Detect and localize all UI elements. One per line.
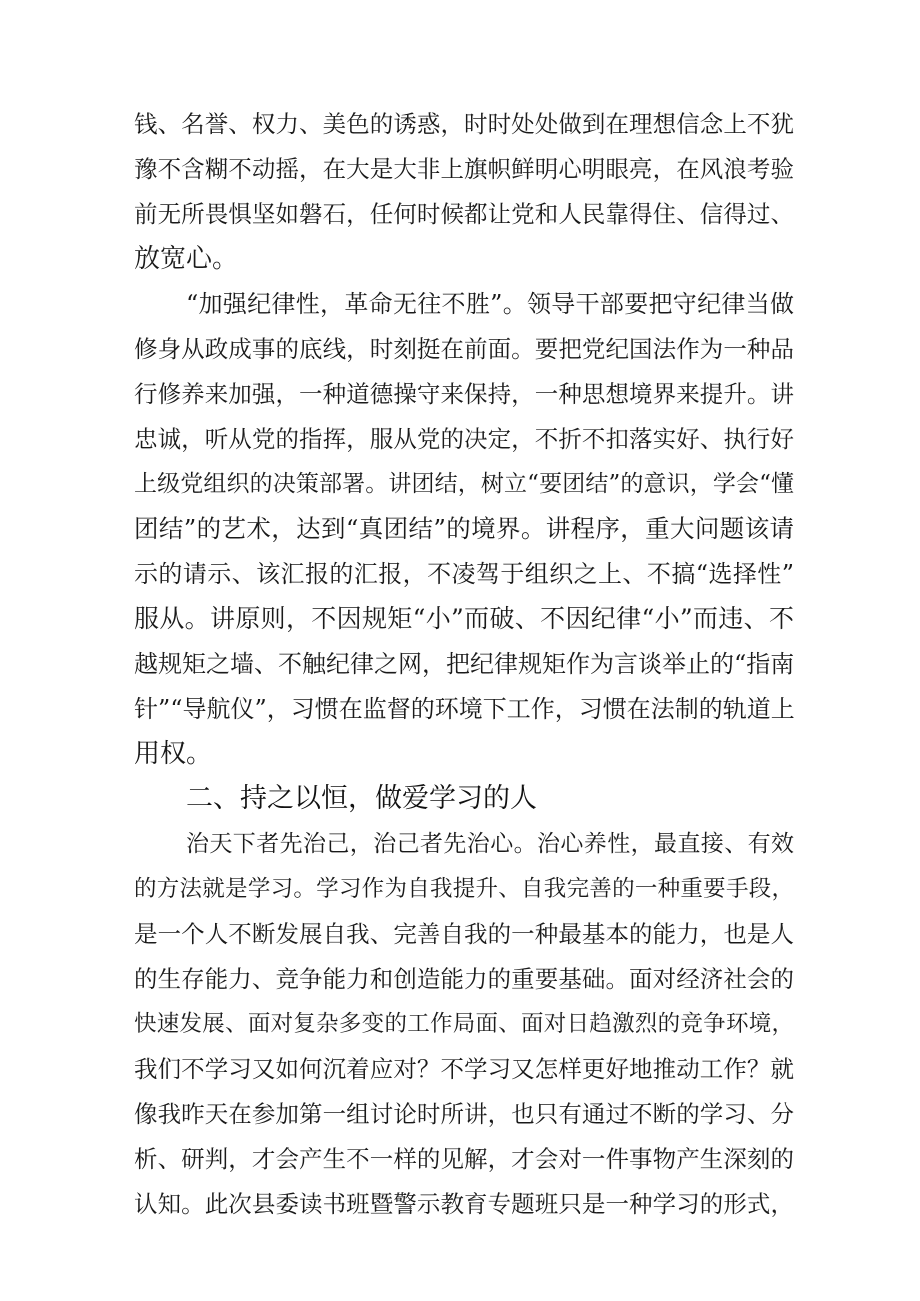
paragraph-2-line-3: 行修养来加强，一种道德操守来保持，一种思想境界来提升。讲: [134, 380, 794, 408]
paragraph-1-line-1: 钱、名誉、权力、美色的诱惑，时时处处做到在理想信念上不犹: [134, 110, 794, 138]
paragraph-2-line-11: 用权。: [134, 739, 213, 769]
paragraph-1-line-2: 豫不含糊不动摇，在大是大非上旗帜鲜明心明眼亮，在风浪考验: [134, 155, 794, 183]
paragraph-3-line-1: 治天下者先治己，治己者先治心。治心养性，最直接、有效: [186, 831, 794, 857]
paragraph-3-line-6: 我们不学习又如何沉着应对？不学习又怎样更好地推动工作？就: [134, 1055, 794, 1083]
paragraph-3-line-9: 认知。此次县委读书班暨警示教育专题班只是一种学习的形式，: [134, 1190, 794, 1218]
paragraph-3-line-2: 的方法就是学习。学习作为自我提升、自我完善的一种重要手段，: [134, 876, 794, 902]
paragraph-2-line-2: 修身从政成事的底线，时刻挺在前面。要把党纪国法作为一种品: [134, 335, 794, 363]
section-heading: 二、持之以恒，做爱学习的人: [186, 783, 537, 814]
paragraph-3-line-8: 析、研判，才会产生不一样的见解，才会对一件事物产生深刻的: [134, 1145, 794, 1173]
paragraph-2-line-10: 针”“导航仪”，习惯在监督的环境下工作，习惯在法制的轨道上: [134, 695, 795, 723]
paragraph-3-line-5: 快速发展、面对复杂多变的工作局面、面对日趋激烈的竞争环境，: [134, 1011, 794, 1037]
paragraph-1-line-4: 放宽心。: [134, 244, 239, 274]
paragraph-2-line-1: “加强纪律性，革命无往不胜”。领导干部要把守纪律当做: [186, 290, 794, 318]
paragraph-3-line-7: 像我昨天在参加第一组讨论时所讲，也只有通过不断的学习、分: [134, 1100, 794, 1128]
paragraph-3-line-3: 是一个人不断发展自我、完善自我的一种最基本的能力，也是人: [134, 920, 794, 948]
paragraph-2-line-5: 上级党组织的决策部署。讲团结，树立“要团结”的意识，学会“懂: [134, 471, 794, 497]
paragraph-2-line-9: 越规矩之墙、不触纪律之网，把纪律规矩作为言谈举止的“指南: [134, 650, 795, 678]
paragraph-2-line-8: 服从。讲原则，不因规矩“小”而破、不因纪律“小”而违、不: [134, 604, 794, 633]
paragraph-2-line-6: 团结”的艺术，达到“真团结”的境界。讲程序，重大问题该请: [134, 514, 794, 543]
paragraph-2-line-4: 忠诚，听从党的指挥，服从党的决定，不折不扣落实好、执行好: [134, 425, 794, 453]
paragraph-1-line-3: 前无所畏惧坚如磐石，任何时候都让党和人民靠得住、信得过、: [134, 200, 794, 228]
paragraph-2-line-7: 示的请示、该汇报的汇报，不凌驾于组织之上、不搞“选择性”: [134, 560, 794, 588]
paragraph-3-line-4: 的生存能力、竞争能力和创造能力的重要基础。面对经济社会的: [134, 965, 794, 993]
